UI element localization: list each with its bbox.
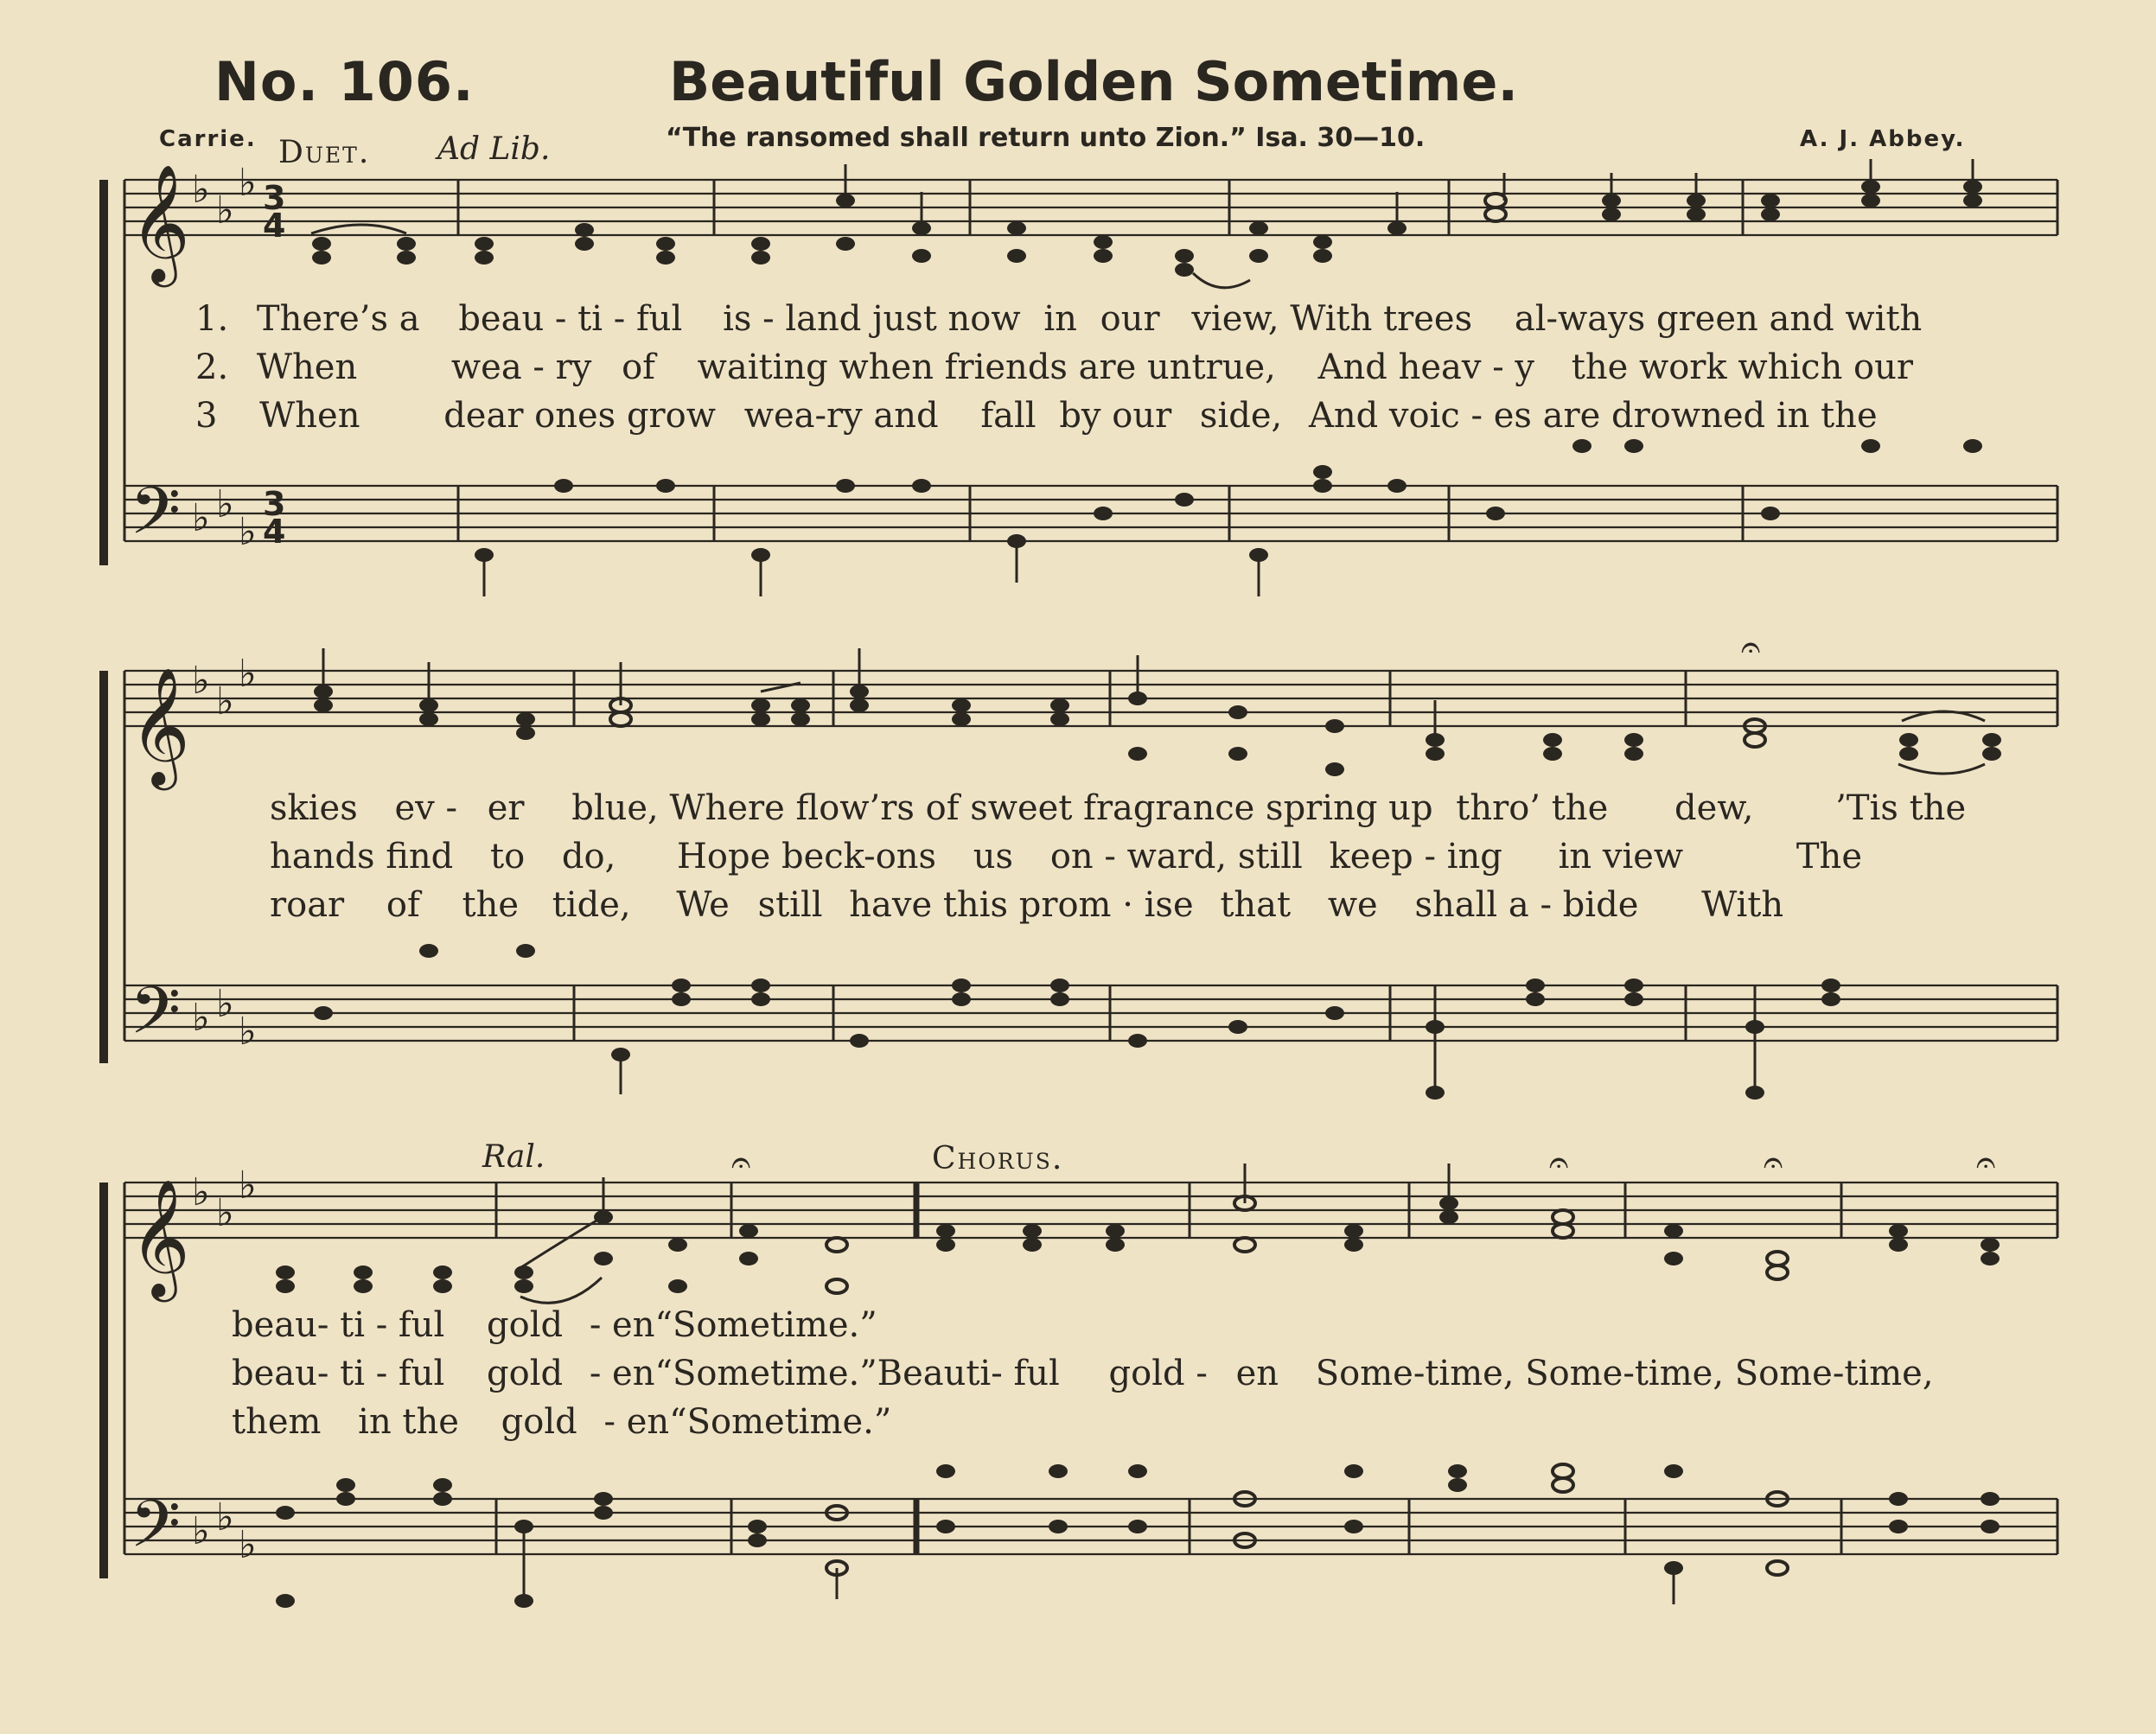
treble-staff-2 — [124, 671, 2057, 726]
svg-text:♭: ♭ — [216, 1191, 234, 1235]
svg-text:𝄞: 𝄞 — [130, 163, 190, 282]
svg-text:4: 4 — [263, 207, 286, 245]
treble-staff-1 — [124, 180, 2057, 235]
svg-text:♭: ♭ — [216, 188, 234, 233]
svg-text:♭: ♭ — [216, 982, 234, 1026]
notes-system-2-bass — [314, 944, 1840, 1100]
svg-text:♭: ♭ — [239, 510, 257, 554]
svg-text:♭: ♭ — [239, 652, 257, 696]
svg-text:𝄢: 𝄢 — [130, 972, 182, 1065]
svg-text:3: 3 — [263, 485, 286, 523]
svg-text:𝄞: 𝄞 — [130, 666, 190, 785]
svg-text:♭: ♭ — [239, 1523, 257, 1567]
svg-text:♭: ♭ — [216, 679, 234, 724]
svg-text:♭: ♭ — [192, 1170, 210, 1214]
bass-staff-3 — [124, 1499, 2057, 1554]
lyric-line-3-verse-2: beau- ti - ful gold - en“Sometime.”Beauti- ful gold - en Some-time, Some-time, Some-time, — [232, 1354, 1934, 1393]
svg-text:𝄢: 𝄢 — [130, 1486, 182, 1578]
svg-text:𝄐: 𝄐 — [1741, 628, 1761, 667]
svg-text:𝄞: 𝄞 — [130, 1177, 190, 1297]
svg-text:𝄐: 𝄐 — [1976, 1143, 1996, 1183]
tempo-marking: Ad Lib. — [437, 131, 551, 167]
lyric-line-2-verse-3: roar of the tide, We still have this prom · ise that we shall a - bide With — [270, 885, 1784, 925]
svg-text:♭: ♭ — [192, 168, 210, 212]
svg-text:♭: ♭ — [192, 996, 210, 1040]
part-marking: Duet. — [278, 135, 371, 170]
scripture-reference: “The ransomed shall return unto Zion.” Isa. 30—10. — [666, 123, 1426, 153]
svg-text:𝄐: 𝄐 — [1549, 1143, 1569, 1183]
svg-text:♭: ♭ — [192, 496, 210, 540]
svg-text:♭: ♭ — [239, 1163, 257, 1208]
svg-text:♭: ♭ — [239, 161, 257, 205]
hymn-number: No. 106. — [214, 50, 475, 113]
svg-text:♭: ♭ — [192, 1509, 210, 1553]
notes-system-3-bass — [276, 1464, 2000, 1608]
bass-staff-2 — [124, 985, 2057, 1041]
ral-marking: Ral. — [482, 1139, 545, 1175]
treble-staff-3 — [124, 1183, 2057, 1238]
svg-text:𝄐: 𝄐 — [731, 1143, 751, 1183]
svg-text:3: 3 — [263, 179, 286, 217]
lyric-line-2-verse-1: skies ev - er blue, Where flow’rs of sweet fragrance spring up thro’ the dew, ’Tis the — [270, 788, 1967, 828]
lyricist-credit: Carrie. — [159, 126, 257, 152]
svg-text:𝄢: 𝄢 — [130, 473, 182, 565]
lyric-line-1-verse-3: 3 When dear ones grow wea-ry and fall by our side, And voic - es are drowned in the — [195, 396, 1878, 436]
svg-text:𝄐: 𝄐 — [1764, 1143, 1783, 1183]
svg-text:♭: ♭ — [192, 659, 210, 703]
lyric-line-1-verse-2: 2. When wea - ry of waiting when friends are untrue, And heav - y the work which our — [195, 347, 1914, 387]
svg-text:4: 4 — [263, 513, 286, 551]
chorus-marking: Chorus. — [932, 1141, 1064, 1176]
lyric-line-1-verse-1: 1. There’s a beau - ti - ful is - land just now in our view, With trees al-ways green and with — [195, 299, 1923, 339]
svg-text:♭: ♭ — [239, 1010, 257, 1054]
composer-credit: A. J. Abbey. — [1800, 126, 1966, 152]
lyric-line-2-verse-2: hands find to do, Hope beck-ons us on - ward, still keep - ing in view The — [270, 837, 1862, 877]
svg-text:♭: ♭ — [216, 482, 234, 526]
lyric-line-3-verse-3: them in the gold - en“Sometime.” — [232, 1402, 892, 1442]
svg-text:♭: ♭ — [216, 1495, 234, 1540]
lyric-line-3-verse-1: beau- ti - ful gold - en“Sometime.” — [232, 1305, 877, 1345]
hymn-title: Beautiful Golden Sometime. — [669, 50, 1519, 113]
